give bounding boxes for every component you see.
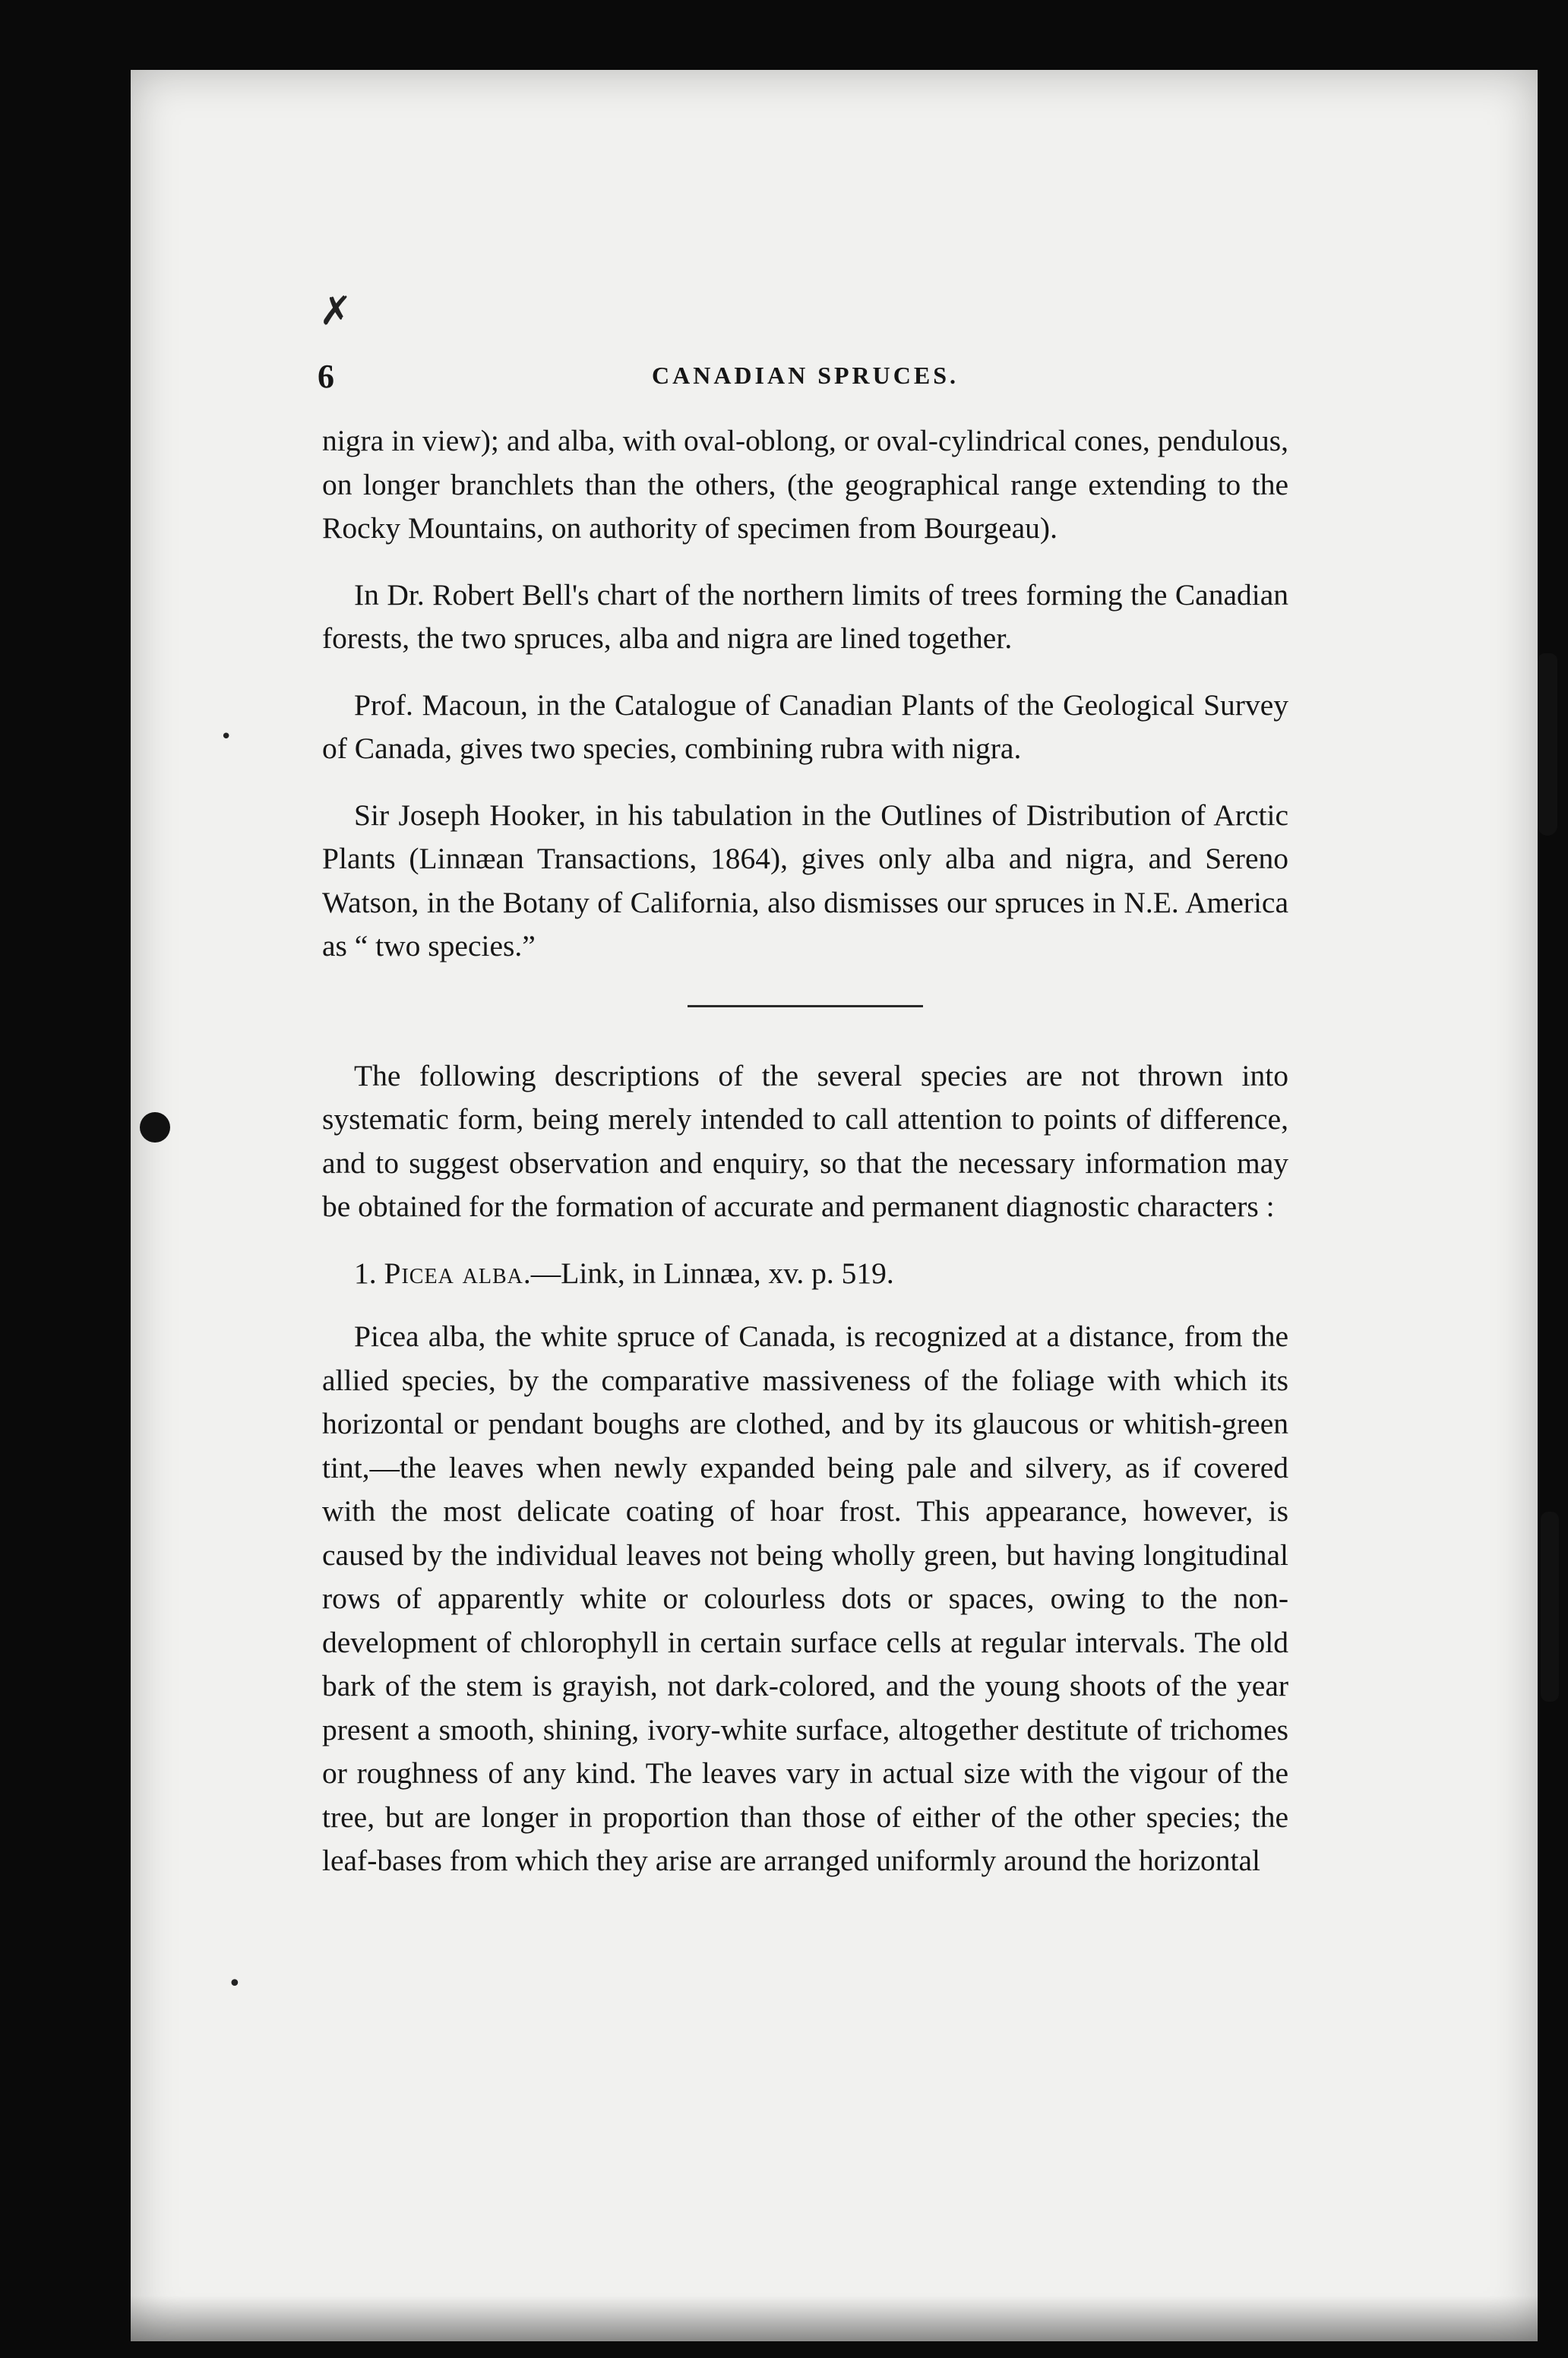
running-title: CANADIAN SPRUCES.: [651, 362, 959, 389]
paragraph: In Dr. Robert Bell's chart of the northern limits of trees forming the Canadian forests, the two spruces, alba and nigra are lined together.: [322, 577, 1288, 655]
stray-mark-icon: •: [228, 1971, 242, 1997]
species-name: Picea alba: [384, 1256, 523, 1290]
page-shadow-band: [131, 2296, 1538, 2341]
pencil-mark-icon: ✗: [319, 289, 352, 334]
text-block: [318, 357, 1288, 1906]
stray-mark-icon: •: [220, 725, 232, 748]
paragraph: The following descriptions of the several species are not thrown into systematic form, being merely intended to call attention to points of difference, and to suggest observation and enquiry, so that the necessary information may be obtained for the formation of accurate and permanent diagnostic characters :: [322, 1058, 1288, 1223]
page-number: 6: [318, 358, 334, 395]
running-head: [318, 357, 1288, 403]
paragraph: Prof. Macoun, in the Catalogue of Canadian Plants of the Geological Survey of Canada, gives two species, combining rubra with nigra.: [322, 687, 1288, 765]
paragraph: nigra in view); and alba, with oval-oblong, or oval-cylindrical cones, pendulous, on longer branchlets than the others, (the geographical range extending to the Rocky Mountains, on authority of specimen from Bourgeau).: [322, 424, 1288, 545]
edge-ink-mark-icon: [1538, 653, 1557, 836]
paragraph: Sir Joseph Hooker, in his tabulation in the Outlines of Distribution of Arctic Plants (Linnæan Transactions, 1864), gives only alba and nigra, and Sereno Watson, in the Botany of California, also dismisses our spruces in N.E. America as “ two species.”: [322, 798, 1288, 962]
section-divider: [688, 1005, 923, 1007]
species-citation: .—Link, in Linnæa, xv. p. 519.: [523, 1256, 894, 1290]
species-number: 1.: [354, 1256, 377, 1290]
ink-blot-icon: [140, 1112, 170, 1143]
edge-ink-mark-icon: [1541, 1512, 1559, 1702]
species-heading: [322, 1252, 1288, 1296]
paragraph: Picea alba, the white spruce of Canada, is recognized at a distance, from the allied species, by the comparative massiveness of the foliage with which its horizontal or pendant boughs are clothed, and by its glaucous or whitish-green tint,—the leaves when newly expanded being pale and silvery, as if covered with the most delicate coating of hoar frost. This appearance, however, is caused by the individual leaves not being wholly green, but having longitudinal rows of apparently white or colourless dots or spaces, owing to the non-development of chlorophyll in certain surface cells at regular intervals. The old bark of the stem is grayish, not dark-colored, and the young shoots of the year present a smooth, shining, ivory-white surface, altogether destitute of trichomes or roughness of any kind. The leaves vary in actual size with the vigour of the tree, but are longer in proportion than those of either of the other species; the leaf-bases from which they arise are arranged uniformly around the horizontal: [322, 1320, 1288, 1877]
